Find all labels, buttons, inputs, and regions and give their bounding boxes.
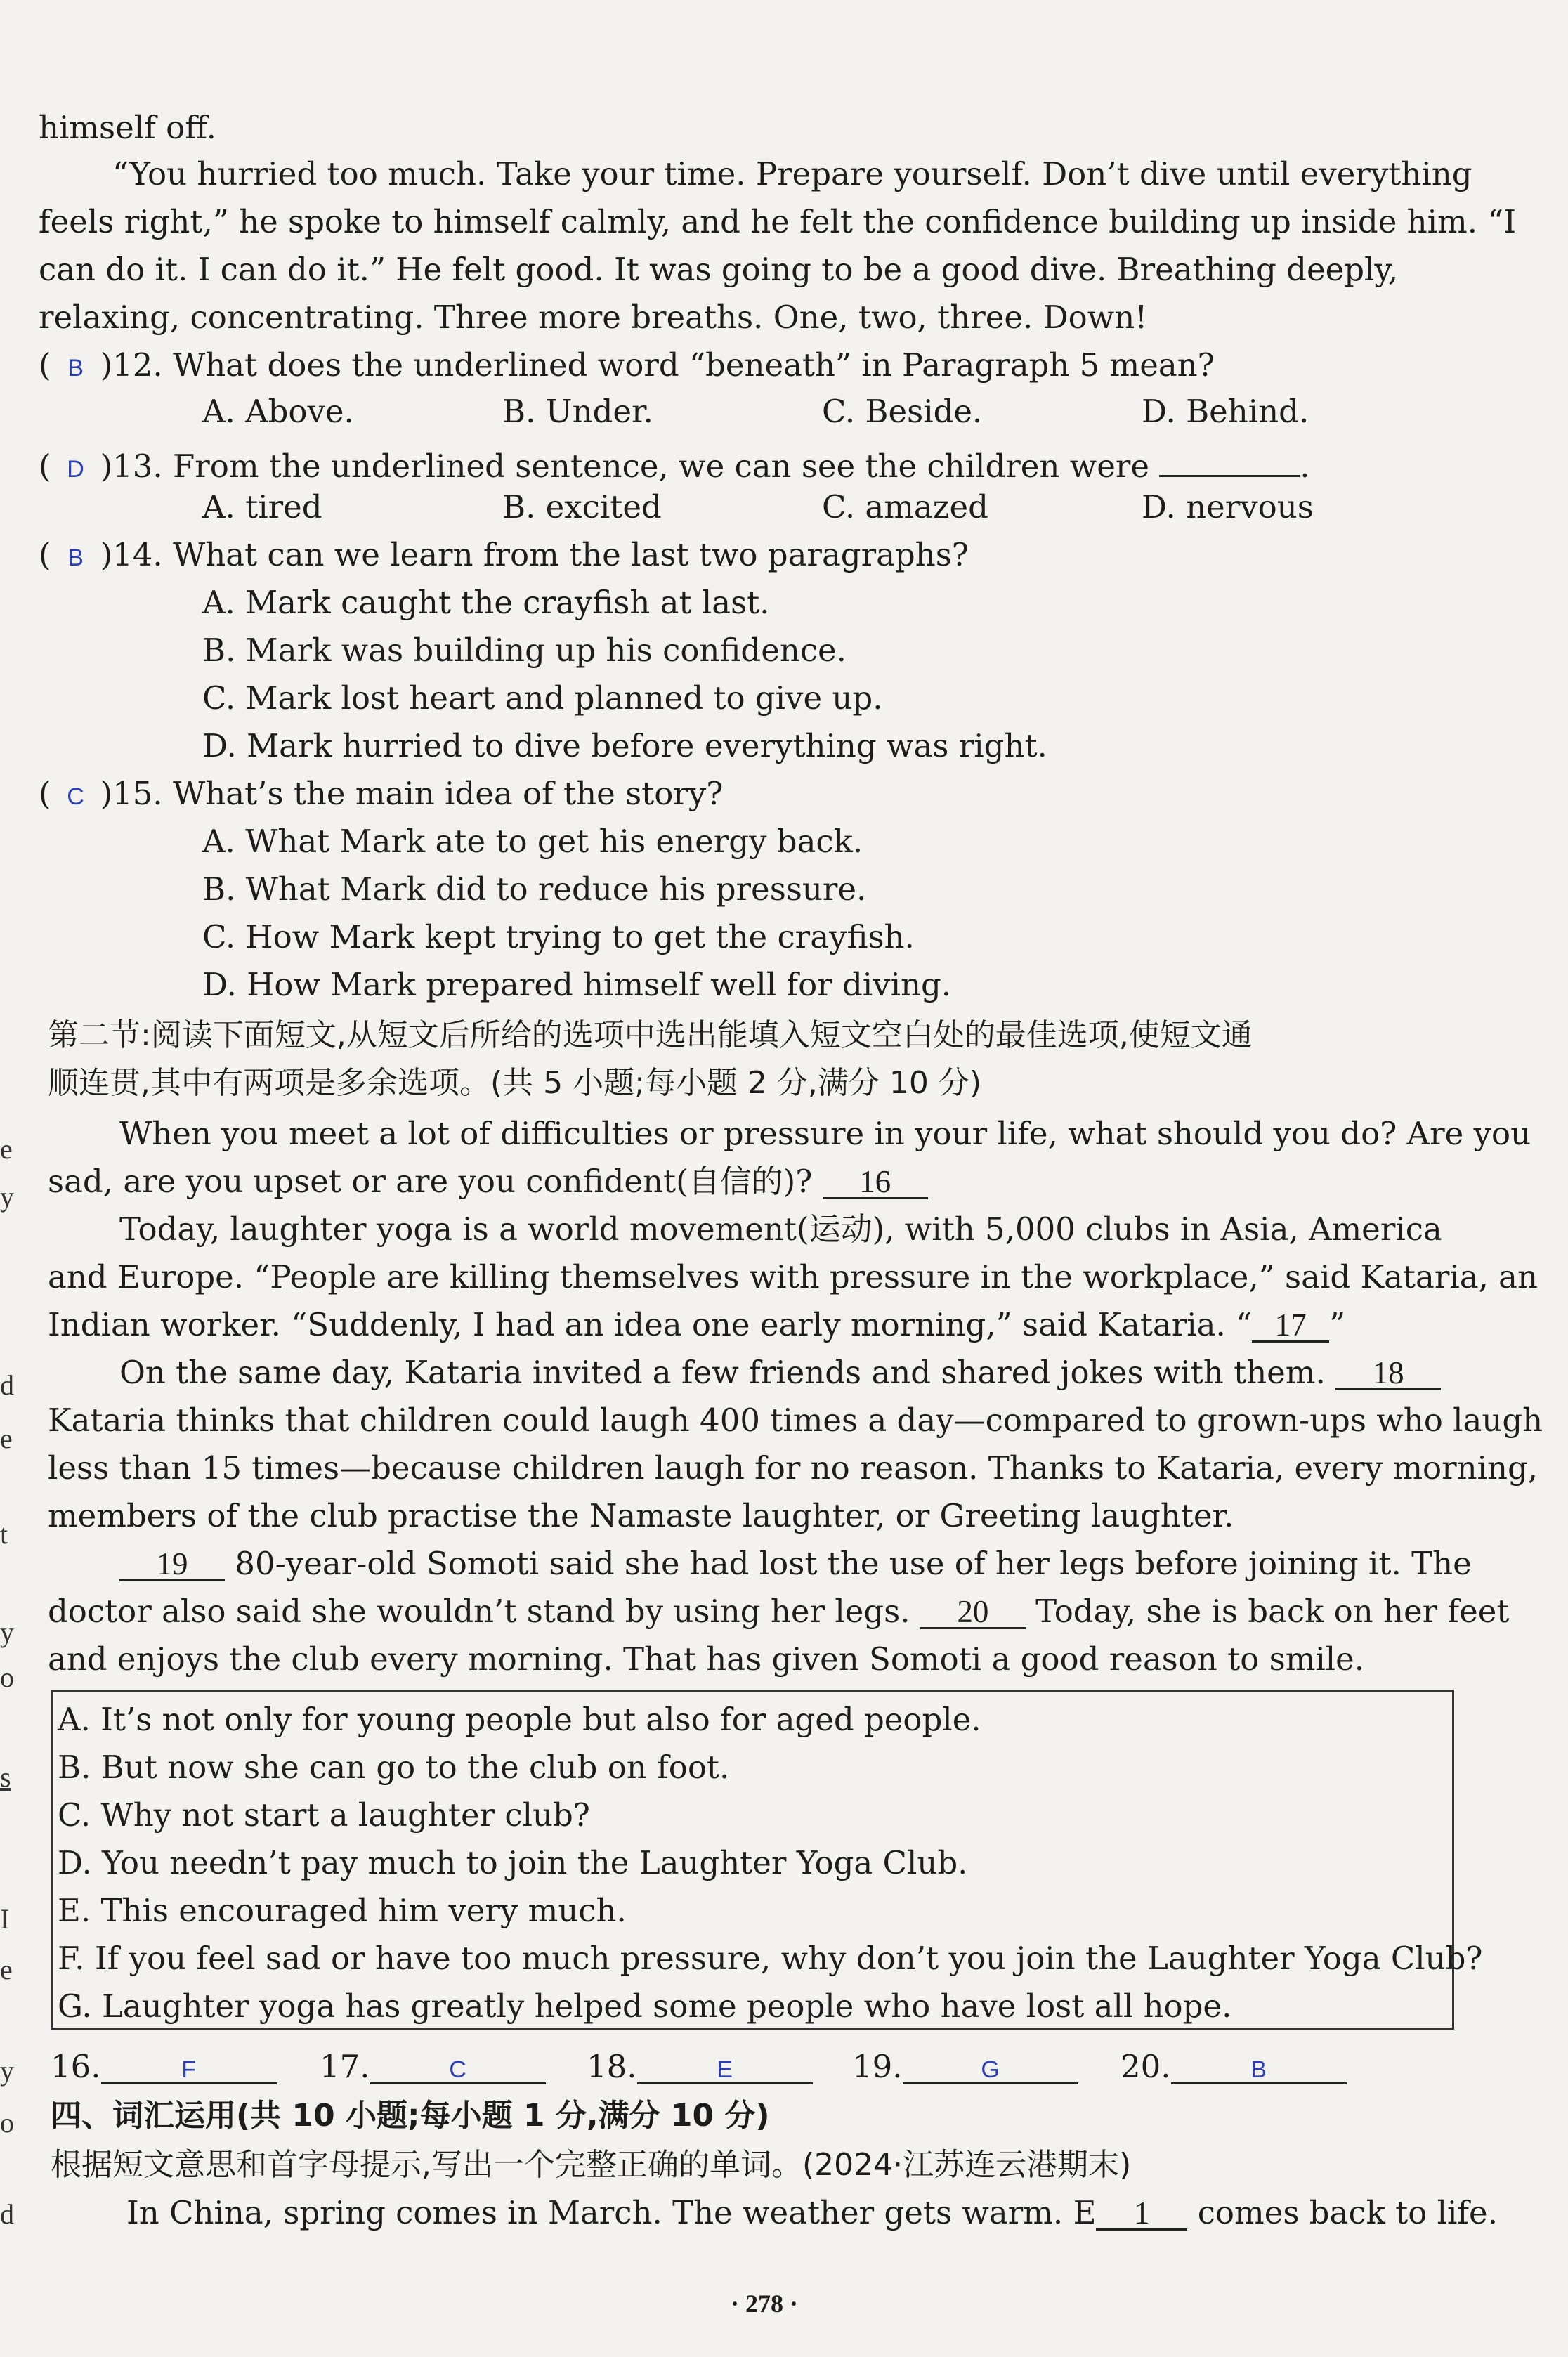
passage-line: can do it. I can do it.” He felt good. It was going to be a good dive. Breathing deeply, — [39, 251, 1399, 288]
margin-letter: I — [0, 1903, 10, 1935]
answer-mark: F — [181, 2056, 196, 2083]
margin-letter: e — [0, 1423, 13, 1454]
passage-line — [119, 1543, 1472, 1585]
option: C. Beside. — [822, 393, 983, 430]
answer-blank — [101, 2046, 277, 2084]
answer-blank — [1171, 2046, 1347, 2084]
margin-letter: s — [0, 1761, 11, 1793]
blank-16: 16 — [823, 1161, 928, 1199]
option: D. How Mark prepared himself well for diving. — [202, 966, 952, 1003]
option: B. excited — [502, 488, 662, 525]
passage-line — [48, 1591, 1510, 1633]
option: E. This encouraged him very much. — [58, 1892, 627, 1929]
option: A. Above. — [202, 393, 354, 430]
passage-line: feels right,” he spoke to himself calmly, and he felt the confidence building up inside him. “I — [39, 203, 1517, 240]
passage-text: doctor also said she wouldn’t stand by using her legs. — [48, 1593, 910, 1630]
question-14: ( B )14. What can we learn from the last two paragraphs? — [39, 534, 969, 579]
passage-line: “You hurried too much. Take your time. Prepare yourself. Don’t dive until everything — [112, 155, 1472, 192]
answer-mark: C — [67, 783, 84, 810]
passage-text: Indian worker. “Suddenly, I had an idea one early morning,” said Kataria. “ — [48, 1306, 1253, 1343]
option: A. What Mark ate to get his energy back. — [202, 823, 863, 860]
passage-line: himself off. — [39, 109, 216, 146]
passage-line: Today, laughter yoga is a world movement(运动), with 5,000 clubs in Asia, America — [119, 1210, 1442, 1248]
passage-line: members of the club practise the Namaste laughter, or Greeting laughter. — [48, 1497, 1234, 1534]
answer-row — [587, 2046, 813, 2088]
answer-blank — [637, 2046, 813, 2084]
passage-line — [48, 1161, 928, 1203]
margin-letter: y — [0, 1617, 14, 1648]
page-number: · 278 · — [731, 2290, 799, 2318]
margin-letter: o — [0, 1661, 14, 1693]
option: D. Behind. — [1142, 393, 1309, 430]
answer-mark: B — [67, 544, 84, 571]
answer-row — [51, 2046, 277, 2088]
answer-mark: C — [449, 2056, 466, 2083]
answer-mark: B — [67, 355, 84, 381]
section-instruction: 根据短文意思和首字母提示,写出一个完整正确的单词。(2024·江苏连云港期末) — [51, 2147, 1132, 2183]
answer-row — [320, 2046, 546, 2088]
option: C. How Mark kept trying to get the crayfish. — [202, 918, 915, 955]
option: B. But now she can go to the club on foot. — [58, 1749, 730, 1786]
margin-letter: o — [0, 2107, 14, 2139]
answer-number: 19. — [852, 2048, 903, 2085]
passage-text: 80-year-old Somoti said she had lost the use of her legs before joining it. The — [235, 1545, 1472, 1582]
answer-number: 16. — [51, 2048, 101, 2085]
passage-line — [119, 1352, 1441, 1394]
passage-text: Today, she is back on her feet — [1035, 1593, 1510, 1630]
blank-18: 18 — [1335, 1352, 1441, 1390]
answer-mark: E — [717, 2056, 733, 2083]
passage-line: When you meet a lot of difficulties or pressure in your life, what should you do? Are you — [119, 1115, 1531, 1152]
option: A. Mark caught the crayfish at last. — [202, 584, 770, 621]
passage-line: relaxing, concentrating. Three more breaths. One, two, three. Down! — [39, 299, 1148, 336]
blank-1: 1 — [1096, 2192, 1187, 2231]
passage-text: sad, are you upset or are you confident(自信的)? — [48, 1163, 813, 1200]
option: D. nervous — [1142, 488, 1314, 525]
section-heading: 顺连贯,其中有两项是多余选项。(共 5 小题;每小题 2 分,满分 10 分) — [48, 1065, 982, 1101]
answer-number: 17. — [320, 2048, 370, 2085]
margin-letter: y — [0, 1181, 14, 1213]
blank-20: 20 — [920, 1591, 1026, 1629]
option: D. Mark hurried to dive before everything was right. — [202, 727, 1047, 764]
passage-line: and enjoys the club every morning. That has given Somoti a good reason to smile. — [48, 1640, 1365, 1678]
option: A. tired — [202, 488, 322, 525]
question-stem: )13. From the underlined sentence, we can see the children were — [100, 448, 1149, 485]
margin-letter: d — [0, 2198, 14, 2230]
question-stem: )14. What can we learn from the last two paragraphs? — [100, 536, 969, 573]
answer-blank — [1159, 438, 1300, 477]
option: F. If you feel sad or have too much pressure, why don’t you join the Laughter Yoga Club? — [58, 1940, 1483, 1977]
margin-letter: d — [0, 1369, 14, 1401]
question-15: ( C )15. What’s the main idea of the story? — [39, 773, 723, 818]
answer-blank — [370, 2046, 546, 2084]
answer-number: 18. — [587, 2048, 637, 2085]
option: A. It’s not only for young people but also for aged people. — [58, 1701, 981, 1738]
question-13: ( D )13. From the underlined sentence, we can see the children were . — [39, 438, 1310, 490]
initial-letter: E — [1073, 2194, 1097, 2231]
question-12: ( B )12. What does the underlined word “beneath” in Paragraph 5 mean? — [39, 344, 1215, 389]
option: B. Mark was building up his confidence. — [202, 632, 847, 669]
option: D. You needn’t pay much to join the Laughter Yoga Club. — [58, 1844, 968, 1881]
passage-line: less than 15 times—because children laugh for no reason. Thanks to Kataria, every morning, — [48, 1449, 1538, 1487]
answer-blank — [903, 2046, 1078, 2084]
margin-letter: y — [0, 2055, 14, 2087]
option: C. Mark lost heart and planned to give up. — [202, 679, 883, 717]
question-stem: )12. What does the underlined word “beneath” in Paragraph 5 mean? — [100, 346, 1215, 384]
answer-number: 20. — [1121, 2048, 1171, 2085]
passage-line: Indian worker. “Suddenly, I had an idea one early morning,” said Kataria. “ 17 ” — [48, 1304, 1345, 1346]
section-heading: 第二节:阅读下面短文,从短文后所给的选项中选出能填入短文空白处的最佳选项,使短文通 — [48, 1017, 1253, 1053]
margin-letter: t — [0, 1518, 8, 1550]
passage-text: In China, spring comes in March. The weather gets warm. — [126, 2194, 1064, 2231]
option: B. Under. — [502, 393, 653, 430]
blank-17: 17 — [1252, 1304, 1329, 1343]
question-stem: )15. What’s the main idea of the story? — [100, 775, 724, 812]
option: C. amazed — [822, 488, 988, 525]
answer-row — [1121, 2046, 1347, 2088]
passage-text: On the same day, Kataria invited a few friends and shared jokes with them. — [119, 1354, 1326, 1391]
margin-letter: e — [0, 1954, 13, 1985]
passage-line: Kataria thinks that children could laugh 400 times a day—compared to grown-ups who laugh — [48, 1402, 1543, 1439]
option: B. What Mark did to reduce his pressure. — [202, 870, 867, 908]
section-heading: 四、词汇运用(共 10 小题;每小题 1 分,满分 10 分) — [51, 2098, 770, 2134]
margin-letter: e — [0, 1133, 13, 1165]
answer-mark: B — [1250, 2056, 1267, 2083]
passage-text: comes back to life. — [1197, 2194, 1498, 2231]
option: C. Why not start a laughter club? — [58, 1796, 590, 1834]
passage-line — [126, 2192, 1498, 2234]
blank-19: 19 — [119, 1543, 225, 1581]
answer-mark: D — [67, 456, 84, 483]
option: G. Laughter yoga has greatly helped some people who have lost all hope. — [58, 1987, 1232, 2025]
passage-line: and Europe. “People are killing themselves with pressure in the workplace,” said Kataria, an — [48, 1258, 1538, 1295]
answer-mark: G — [981, 2056, 1000, 2083]
answer-row — [852, 2046, 1078, 2088]
